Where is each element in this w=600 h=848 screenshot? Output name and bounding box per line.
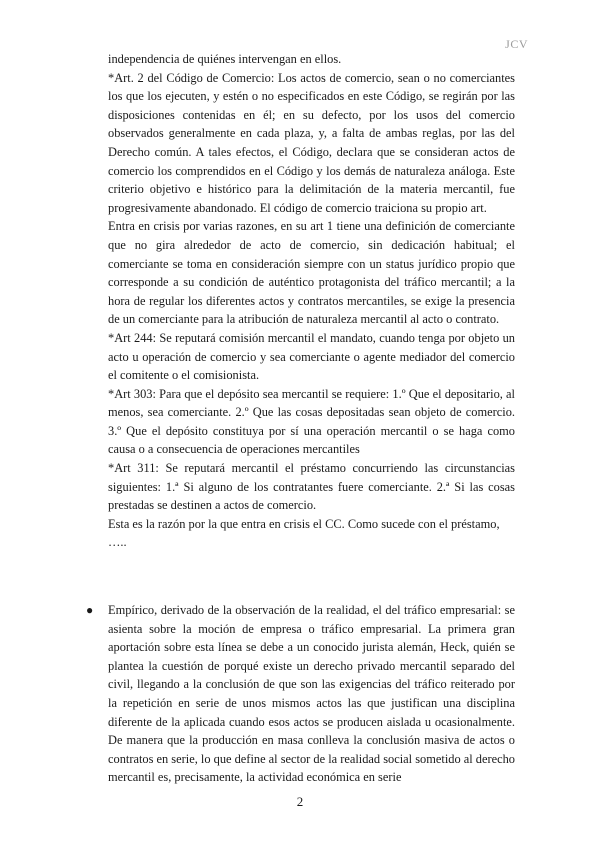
document-body — [108, 50, 515, 552]
paragraph-art-303: *Art 303: Para que el depósito sea mercantil se requiere: 1.º Que el depositario, al menos, sea comerciante. 2.º Que las cosas depositadas sean objeto de comercio. 3.º Que el depósito constituya por sí una operación mercantil o se haga como causa o a consecuencia de operaciones mercantiles — [108, 386, 515, 457]
paragraph-art-311: *Art 311: Se reputará mercantil el préstamo concurriendo las circunstancias siguientes: 1.ª Si alguno de los contratantes fuere comerciante. 2.ª Si las cosas prestadas se destinen a actos de comercio. — [108, 461, 515, 513]
bullet-item-empirico — [86, 601, 516, 787]
paragraph-ellipsis: ….. — [108, 535, 127, 550]
header-initials: JCV — [505, 37, 528, 51]
paragraph-crisis: Entra en crisis por varias razones, en su art 1 tiene una definición de comerciante que no gira alrededor de acto de comercio, sin dedicación habitual; el comerciante se toma en consideración siempre con un status jurídico propio que corresponde a su condición de auténtico protagonista del tráfico mercantil; a la hora de regular los diferentes actos y contratos mercantiles, se exige la presencia de un comerciante para la atribución de naturaleza mercantil al acto o contrato. — [108, 219, 515, 327]
page-number: 2 — [296, 794, 304, 809]
bullet-text: Empírico, derivado de la observación de la realidad, el del tráfico empresarial: se asienta sobre la moción de empresa o tráfico empresarial. La primera gran aportación sobre esta línea se debe a un conocido jurista alemán, Heck, quién se plantea la cuestión de porqué existe un derecho privado mercantil separado del civil, llegando a la conclusión de que son las exigencias del tráfico reiterado por la repetición en serie de unos mismos actos las que justifican una disciplina diferente de la aplicada cuando esos actos se producen aislada u ocasionalmente. De manera que la producción en masa conlleva la conclusión masiva de actos o contratos en serie, lo que define al sector de la realidad social sometido al derecho mercantil es, precisamente, la actividad económica en serie — [108, 603, 516, 785]
paragraph-cc-crisis: Esta es la razón por la que entra en crisis el CC. Como sucede con el préstamo, — [108, 516, 500, 531]
bullet-icon: ● — [86, 603, 94, 617]
paragraph-art-244: *Art 244: Se reputará comisión mercantil el mandato, cuando tenga por objeto un acto u operación de comercio y sea comerciante o agente mediador del comercio el comitente o el comisionista. — [108, 330, 515, 383]
paragraph-art-2: *Art. 2 del Código de Comercio: Los actos de comercio, sean o no comerciantes los que los ejecuten, y estén o no especificados en este Código, se regirán por las disposiciones contenidas en él; en su defecto, por los usos del comercio observados generalmente en cada plaza, y, a falta de ambas reglas, por las del Derecho común. A tales efectos, el Código, declara que se consideran actos de comercio los comprendidos en el Código y los demás de naturaleza análoga. Este criterio objetivo e histórico para la delimitación de la materia mercantil, fue progresivamente abandonado. El código de comercio traiciona su propio art. — [108, 70, 515, 215]
paragraph-continuation: independencia de quiénes intervengan en ellos. — [108, 52, 342, 66]
